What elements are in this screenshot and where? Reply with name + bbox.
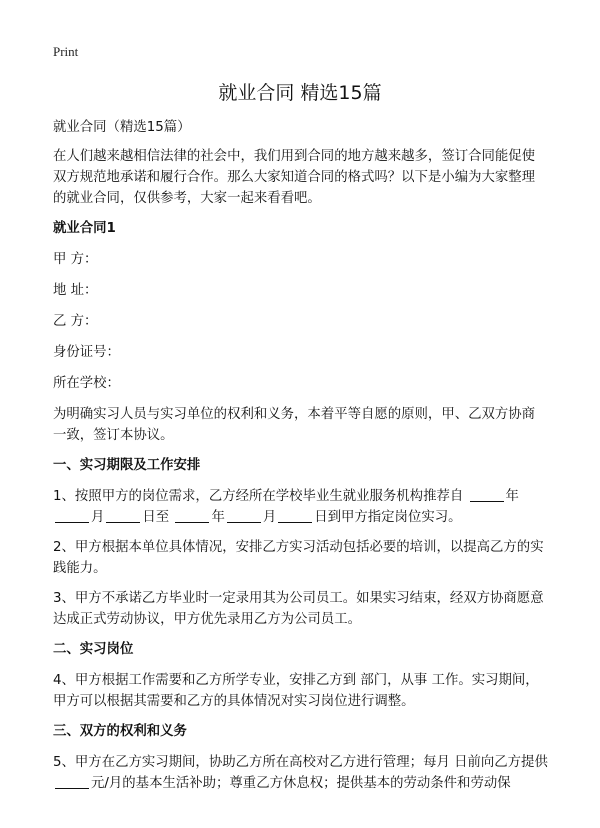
blank-line: [106, 508, 140, 523]
section2-heading: 二、实习岗位: [53, 642, 134, 657]
preamble-paragraph: 为明确实习人员与实习单位的权利和义务，本着平等自愿的原则，甲、乙双方协商一致，签订本协议。: [53, 407, 536, 443]
field-address: 地 址：: [53, 283, 98, 298]
blank-line: [55, 508, 89, 523]
contract-heading: 就业合同1: [53, 221, 116, 236]
unit-month: 月: [91, 510, 105, 525]
blank-line: [227, 508, 261, 523]
section1-item2: 2、甲方根据本单位具体情况，安排乙方实习活动包括必要的培训，以提高乙方的实践能力。: [53, 540, 544, 576]
section1-item3: 3、甲方不承诺乙方毕业时一定录用其为公司员工。如果实习结束，经双方协商愿意达成正式劳动协议，甲方优先录用乙方为公司员工。: [53, 591, 544, 627]
section2-item4: 4、甲方根据工作需要和乙方所学专业，安排乙方到 部门，从事 工作。实习期间，甲方可以根据其需要和乙方的具体情况对实习岗位进行调整。: [53, 673, 539, 709]
item1-text: 1、按照甲方的岗位需求，乙方经所在学校毕业生就业服务机构推荐自: [53, 489, 464, 504]
unit-year: 年: [505, 489, 519, 504]
item5-text-a: 5、甲方在乙方实习期间，协助乙方所在高校对乙方进行管理；每月 日前向乙方提供: [53, 755, 548, 770]
blank-line: [175, 508, 209, 523]
blank-line: [470, 487, 504, 502]
unit-day-end: 日到甲方指定岗位实习。: [314, 510, 462, 525]
field-party-a: 甲 方：: [53, 252, 98, 267]
field-school: 所在学校：: [53, 376, 120, 391]
intro-paragraph: 在人们越来越相信法律的社会中，我们用到合同的地方越来越多，签订合同能促使双方规范地承诺和履行合作。那么大家知道合同的格式吗？以下是小编为大家整理的就业合同，仅供参考，大家一起来看看吧。: [53, 149, 536, 206]
unit-month-2: 月: [262, 510, 277, 525]
section3-heading: 三、双方的权利和义务: [53, 724, 187, 739]
section3-item5: [53, 752, 548, 794]
unit-day: 日至: [142, 510, 170, 525]
print-label: Print: [53, 44, 79, 59]
field-party-b: 乙 方：: [53, 314, 98, 329]
blank-line: [55, 774, 89, 789]
page-title: 就业合同 精选15篇: [218, 82, 382, 104]
document-body: [53, 117, 548, 803]
field-id-number: 身份证号：: [53, 345, 120, 360]
document-subtitle: 就业合同（精选15篇）: [53, 120, 191, 135]
section1-heading: 一、实习期限及工作安排: [53, 458, 201, 473]
item5-text-b: 元/月的基本生活补助；尊重乙方休息权；提供基本的劳动条件和劳动保: [91, 776, 511, 791]
section1-item1: [53, 486, 548, 528]
blank-line: [278, 508, 312, 523]
unit-year-2: 年: [211, 510, 225, 525]
